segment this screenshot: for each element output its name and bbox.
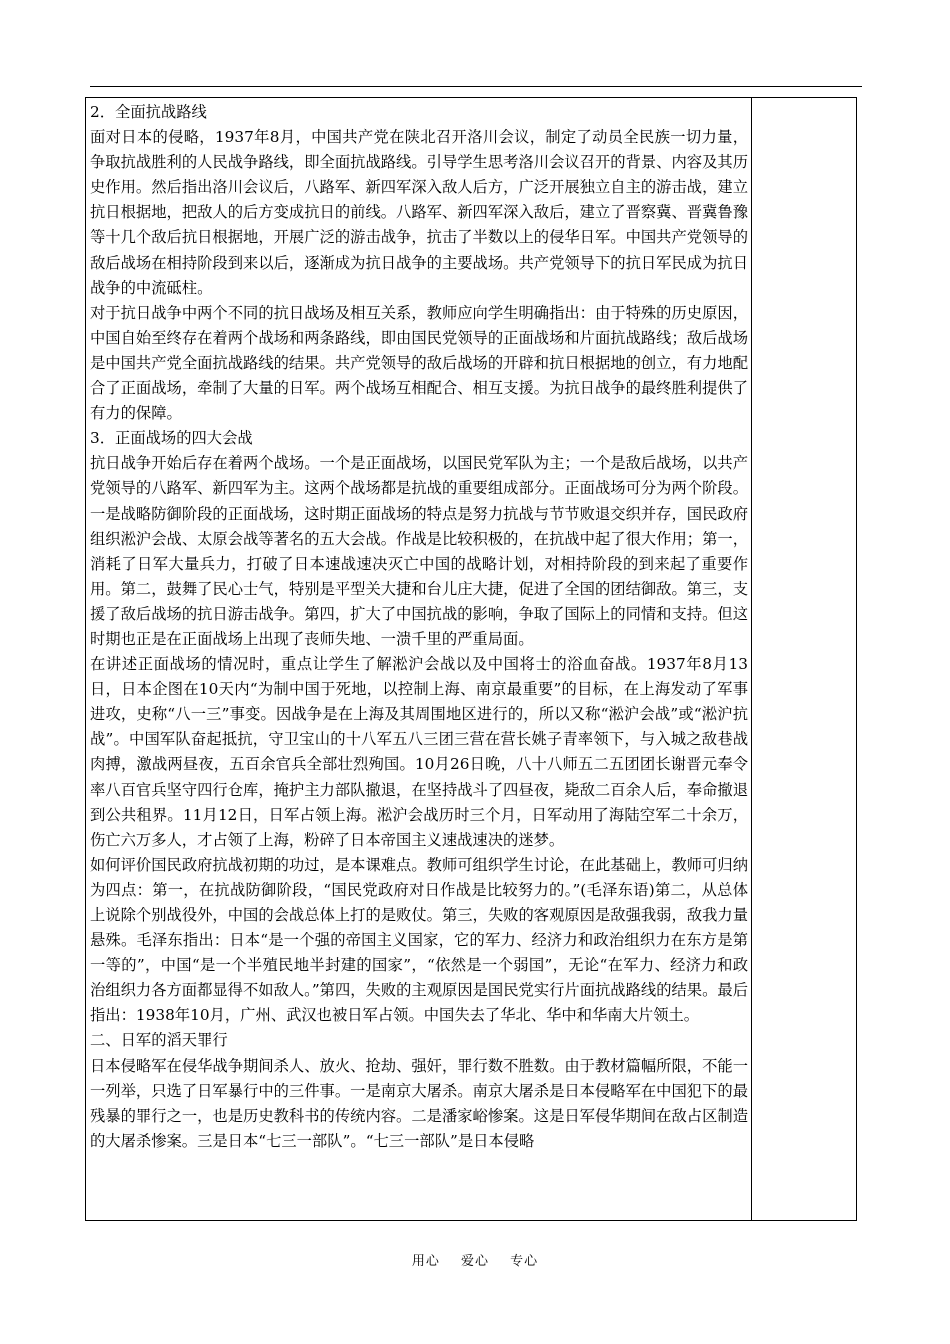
header-rule	[90, 86, 862, 87]
footer-item: 爱心	[460, 1254, 489, 1269]
paragraph: 如何评价国民政府抗战初期的功过，是本课难点。教师可组织学生讨论，在此基础上，教师可归纳为四点：第一，在抗战防御阶段，“国民党政府对日作战是比较努力的。”(毛泽东语)第二，从总体上说除个别战役外，中国的会战总体上打的是败仗。第三，失败的客观原因是敌强我弱，敌我力量悬殊。毛泽东指出：日本“是一个强的帝国主义国家，它的军力、经济力和政治组织力在东方是第一等的”，中国“是一个半殖民地半封建的国家”，“依然是一个弱国”，无论“在军力、经济力和政治组织力各方面都显得不如敌人。”第四，失败的主观原因是国民党实行片面抗战路线的结果。最后指出：1938年10月，广州、武汉也被日军占领。中国失去了华北、华中和华南大片领土。	[90, 855, 748, 1025]
paragraph: 抗日战争开始后存在着两个战场。一个是正面战场，以国民党军队为主；一个是敌后战场，以共产党领导的八路军、新四军为主。这两个战场都是抗战的重要组成部分。正面战场可分为两个阶段。一是战略防御阶段的正面战场，这时期正面战场的特点是努力抗战与节节败退交织并存，国民政府组织淞沪会战、太原会战等著名的五大会战。作战是比较积极的，在抗战中起了很大作用；第一，消耗了日军大量兵力，打破了日本速战速决灭亡中国的战略计划，对相持阶段的到来起了重要作用。第二，鼓舞了民心士气，特别是平型关大捷和台儿庄大捷，促进了全国的团结御敌。第三，支援了敌后战场的抗日游击战争。第四，扩大了中国抗战的影响，争取了国际上的同情和支持。但这时期也正是在正面战场上出现了丧师失地、一溃千里的严重局面。	[90, 454, 748, 648]
page-footer	[0, 1250, 950, 1269]
footer-item: 专心	[510, 1254, 539, 1269]
heading-comprehensive-resistance-line: 2．全面抗战路线	[90, 103, 207, 121]
heading-four-major-battles: 3．正面战场的四大会战	[90, 429, 253, 448]
heading-japanese-atrocities: 二、日军的滔天罪行	[90, 1031, 228, 1050]
paragraph: 面对日本的侵略，1937年8月，中国共产党在陕北召开洛川会议，制定了动员全民族一切力量，争取抗战胜利的人民战争路线，即全面抗战路线。引导学生思考洛川会议召开的背景、内容及其历史作用。然后指出洛川会议后，八路军、新四军深入敌人后方，广泛开展独立自主的游击战，建立抗日根据地，把敌人的后方变成抗日的前线。八路军、新四军深入敌后，建立了晋察冀、晋冀鲁豫等十几个敌后抗日根据地，开展广泛的游击战争，抗击了半数以上的侵华日军。中国共产党领导的敌后战场在相持阶段到来以后，逐渐成为抗日战争的主要战场。共产党领导下的抗日军民成为抗日战争的中流砥柱。	[90, 128, 748, 297]
paragraph: 对于抗日战争中两个不同的抗日战场及相互关系，教师应向学生明确指出：由于特殊的历史原因，中国自始至终存在着两个战场和两条路线，即由国民党领导的正面战场和片面抗战路线；敌后战场是中国共产党全面抗战路线的结果。共产党领导的敌后战场的开辟和抗日根据地的创立，有力地配合了正面战场，牵制了大量的日军。两个战场互相配合、相互支援。为抗日战争的最终胜利提供了有力的保障。	[90, 303, 748, 423]
content-table	[85, 97, 857, 1221]
column-divider	[751, 98, 752, 1220]
main-text-cell	[90, 100, 748, 1154]
footer-item: 用心	[411, 1254, 440, 1269]
paragraph: 日本侵略军在侵华战争期间杀人、放火、抢劫、强奸，罪行数不胜数。由于教材篇幅所限，不能一一列举，只选了日军暴行中的三件事。一是南京大屠杀。南京大屠杀是日本侵略军在中国犯下的最残暴的罪行之一，也是历史教科书的传统内容。二是潘家峪惨案。这是日军侵华期间在敌占区制造的大屠杀惨案。三是日本“七三一部队”。“七三一部队”是日本侵略	[90, 1056, 748, 1150]
paragraph: 在讲述正面战场的情况时，重点让学生了解淞沪会战以及中国将士的浴血奋战。1937年8月13日，日本企图在10天内“为制中国于死地，以控制上海、南京最重要”的目标，在上海发动了军事进攻，史称“八一三”事变。因战争是在上海及其周围地区进行的，所以又称“淞沪会战”或“淞沪抗战”。中国军队奋起抵抗，守卫宝山的十八军五八三团三营在营长姚子青率领下，与入城之敌巷战肉搏，激战两昼夜，五百余官兵全部壮烈殉国。10月26日晚，八十八师五二五团团长谢晋元奉令率八百官兵坚守四行仓库，掩护主力部队撤退，在坚持战斗了四昼夜，毙敌二百余人后，奉命撤退到公共租界。11月12日，日军占领上海。淞沪会战历时三个月，日军动用了海陆空军二十余万，伤亡六万多人，才占领了上海，粉碎了日本帝国主义速战速决的迷梦。	[90, 655, 748, 849]
